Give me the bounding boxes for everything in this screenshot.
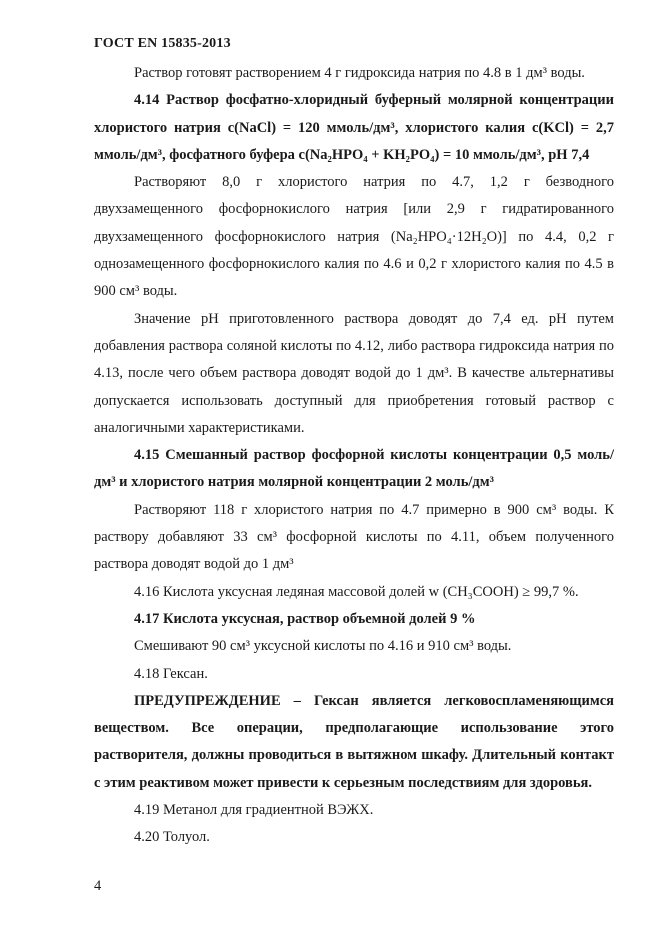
section-4-15-paragraph-1: Растворяют 118 г хлористого натрия по 4.7 примерно в 900 см³ воды. К раствору добавляют 33 см³ фосфорной кислоты по 4.11, объем полученного раствора доводят водой до 1 дм³ <box>94 501 614 573</box>
document-body <box>94 60 614 852</box>
section-4-14-paragraph-2: Значение pH приготовленного раствора доводят до 7,4 ед. pH путем добавления раствора соляной кислоты по 4.12, либо раствора гидроксида натрия по 4.13, после чего объем раствора доводят водой до 1 дм³. В качестве альтернативы допускается использовать доступный для приобретения готовый раствор с аналогичными характеристиками. <box>94 310 614 436</box>
intro-paragraph: Раствор готовят растворением 4 г гидроксида натрия по 4.8 в 1 дм³ воды. <box>134 65 585 81</box>
section-4-17-paragraph-1: Смешивают 90 см³ уксусной кислоты по 4.16 и 910 см³ воды. <box>134 638 512 655</box>
section-4-15-title: 4.15 Смешанный раствор фосфорной кислоты концентрации 0,5 моль/дм³ и хлористого натрия молярной концентрации 2 моль/дм³ <box>94 447 614 491</box>
section-4-19: 4.19 Метанол для градиентной ВЭЖХ. <box>134 802 374 819</box>
section-4-14-title: 4.14 Раствор фосфатно-хлоридный буферный молярной концентрации хлористого натрия c(NaCl) = 120 ммоль/дм³, хлористого калия c(KCl) = 2,7 ммоль/дм³, фосфатного буфера c(Na₂HPO₄ + KH₂PO₄) = 10 ммоль/дм³, pH 7,4 <box>94 92 614 163</box>
section-4-17-title: 4.17 Кислота уксусная, раствор объемной долей 9 % <box>134 610 476 627</box>
section-4-16: 4.16 Кислота уксусная ледяная массовой долей w (CH₃COOH) ≥ 99,7 %. <box>134 583 579 600</box>
section-4-14-paragraph-1: Растворяют 8,0 г хлористого натрия по 4.7, 1,2 г безводного двухзамещенного фосфорнокислого натрия [или 2,9 г гидратированного двухзамещенного фосфорнокислого натрия (Na₂HPO₄·12H₂O)] по 4.4, 0,2 г однозамещенного фосфорнокислого калия по 4.6 и 0,2 г хлористого калия по 4.5 в 900 см³ воды. <box>94 174 614 300</box>
page-number: 4 <box>94 878 102 894</box>
section-4-18: 4.18 Гексан. <box>134 665 208 682</box>
section-4-20: 4.20 Толуол. <box>134 829 210 846</box>
hexane-warning: ПРЕДУПРЕЖДЕНИЕ – Гексан является легковоспламеняющимся веществом. Все операции, предполагающие использование этого растворителя, должны проводиться в вытяжном шкафу. Длительный контакт с этим реактивом может привести к серьезным последствиям для здоровья. <box>94 692 614 791</box>
page-header: ГОСТ EN 15835-2013 <box>94 36 231 51</box>
